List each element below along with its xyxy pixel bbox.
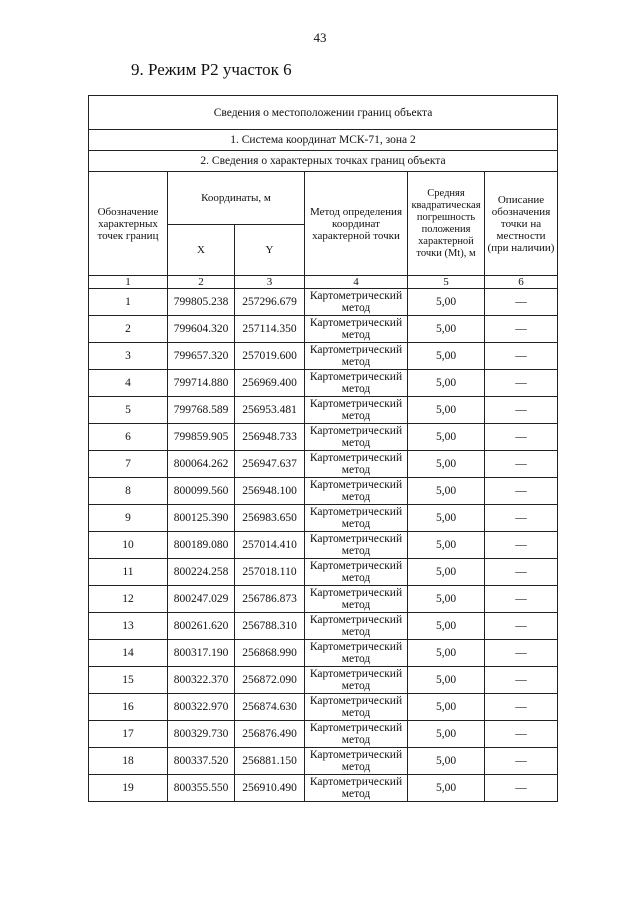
point-number-cell: 8	[89, 478, 168, 505]
x-coordinate-cell: 800329.730	[168, 721, 235, 748]
method-cell: Картометрический метод	[305, 694, 408, 721]
mean-error-cell: 5,00	[408, 613, 485, 640]
method-cell: Картометрический метод	[305, 586, 408, 613]
method-cell: Картометрический метод	[305, 424, 408, 451]
mean-error-cell: 5,00	[408, 586, 485, 613]
description-cell: —	[485, 667, 558, 694]
mean-error-cell: 5,00	[408, 694, 485, 721]
description-cell: —	[485, 586, 558, 613]
y-coordinate-cell: 256876.490	[235, 721, 305, 748]
column-number: 5	[408, 276, 485, 289]
mean-error-cell: 5,00	[408, 424, 485, 451]
y-coordinate-cell: 256947.637	[235, 451, 305, 478]
table-row	[89, 370, 558, 397]
description-cell: —	[485, 289, 558, 316]
coordinate-system-row: 1. Система координат МСК-71, зона 2	[89, 130, 558, 151]
table-banner: Сведения о местоположении границ объекта	[89, 96, 558, 130]
point-number-cell: 13	[89, 613, 168, 640]
mean-error-cell: 5,00	[408, 532, 485, 559]
y-coordinate-cell: 256953.481	[235, 397, 305, 424]
method-cell: Картометрический метод	[305, 613, 408, 640]
method-cell: Картометрический метод	[305, 478, 408, 505]
x-coordinate-cell: 799859.905	[168, 424, 235, 451]
method-cell: Картометрический метод	[305, 505, 408, 532]
header-coordinates: Координаты, м	[168, 172, 305, 225]
description-cell: —	[485, 370, 558, 397]
table-row	[89, 613, 558, 640]
x-coordinate-cell: 799768.589	[168, 397, 235, 424]
point-number-cell: 6	[89, 424, 168, 451]
mean-error-cell: 5,00	[408, 667, 485, 694]
description-cell: —	[485, 451, 558, 478]
column-number: 1	[89, 276, 168, 289]
y-coordinate-cell: 257296.679	[235, 289, 305, 316]
table-row	[89, 505, 558, 532]
description-cell: —	[485, 532, 558, 559]
method-cell: Картометрический метод	[305, 667, 408, 694]
mean-error-cell: 5,00	[408, 397, 485, 424]
mean-error-cell: 5,00	[408, 316, 485, 343]
description-cell: —	[485, 748, 558, 775]
point-number-cell: 14	[89, 640, 168, 667]
table-row	[89, 343, 558, 370]
point-number-cell: 2	[89, 316, 168, 343]
y-coordinate-cell: 256874.630	[235, 694, 305, 721]
x-coordinate-cell: 800355.550	[168, 775, 235, 802]
header-point-designation: Обозначение характерных точек границ	[89, 172, 168, 276]
description-cell: —	[485, 397, 558, 424]
header-y: Y	[235, 225, 305, 276]
x-coordinate-cell: 799714.880	[168, 370, 235, 397]
description-cell: —	[485, 775, 558, 802]
point-number-cell: 17	[89, 721, 168, 748]
description-cell: —	[485, 613, 558, 640]
y-coordinate-cell: 257014.410	[235, 532, 305, 559]
header-mean-error: Средняя квадратическая погрешность положения характерной точки (Mt), м	[408, 172, 485, 276]
x-coordinate-cell: 799805.238	[168, 289, 235, 316]
method-cell: Картометрический метод	[305, 748, 408, 775]
mean-error-cell: 5,00	[408, 775, 485, 802]
x-coordinate-cell: 800224.258	[168, 559, 235, 586]
y-coordinate-cell: 257018.110	[235, 559, 305, 586]
x-coordinate-cell: 800247.029	[168, 586, 235, 613]
column-number: 4	[305, 276, 408, 289]
y-coordinate-cell: 257019.600	[235, 343, 305, 370]
point-number-cell: 18	[89, 748, 168, 775]
description-cell: —	[485, 505, 558, 532]
page-number: 43	[313, 30, 327, 45]
mean-error-cell: 5,00	[408, 478, 485, 505]
point-number-cell: 10	[89, 532, 168, 559]
description-cell: —	[485, 316, 558, 343]
x-coordinate-cell: 800322.970	[168, 694, 235, 721]
mean-error-cell: 5,00	[408, 289, 485, 316]
point-number-cell: 3	[89, 343, 168, 370]
description-cell: —	[485, 640, 558, 667]
x-coordinate-cell: 800064.262	[168, 451, 235, 478]
table-row	[89, 478, 558, 505]
point-number-cell: 12	[89, 586, 168, 613]
mean-error-cell: 5,00	[408, 370, 485, 397]
x-coordinate-cell: 800189.080	[168, 532, 235, 559]
column-number: 2	[168, 276, 235, 289]
point-number-cell: 4	[89, 370, 168, 397]
point-number-cell: 5	[89, 397, 168, 424]
method-cell: Картометрический метод	[305, 640, 408, 667]
boundary-points-table	[88, 95, 558, 802]
table-row	[89, 451, 558, 478]
x-coordinate-cell: 799657.320	[168, 343, 235, 370]
y-coordinate-cell: 256983.650	[235, 505, 305, 532]
method-cell: Картометрический метод	[305, 343, 408, 370]
x-coordinate-cell: 800125.390	[168, 505, 235, 532]
header-description: Описание обозначения точки на местности (при наличии)	[485, 172, 558, 276]
table-row	[89, 316, 558, 343]
x-coordinate-cell: 800337.520	[168, 748, 235, 775]
column-number: 3	[235, 276, 305, 289]
point-number-cell: 1	[89, 289, 168, 316]
description-cell: —	[485, 343, 558, 370]
method-cell: Картометрический метод	[305, 370, 408, 397]
points-section-row: 2. Сведения о характерных точках границ объекта	[89, 151, 558, 172]
y-coordinate-cell: 256881.150	[235, 748, 305, 775]
table-row	[89, 424, 558, 451]
point-number-cell: 19	[89, 775, 168, 802]
mean-error-cell: 5,00	[408, 451, 485, 478]
x-coordinate-cell: 800099.560	[168, 478, 235, 505]
table-row	[89, 721, 558, 748]
x-coordinate-cell: 799604.320	[168, 316, 235, 343]
y-coordinate-cell: 256868.990	[235, 640, 305, 667]
mean-error-cell: 5,00	[408, 640, 485, 667]
method-cell: Картометрический метод	[305, 559, 408, 586]
table-row	[89, 694, 558, 721]
method-cell: Картометрический метод	[305, 289, 408, 316]
x-coordinate-cell: 800317.190	[168, 640, 235, 667]
y-coordinate-cell: 256910.490	[235, 775, 305, 802]
mean-error-cell: 5,00	[408, 343, 485, 370]
description-cell: —	[485, 694, 558, 721]
point-number-cell: 15	[89, 667, 168, 694]
method-cell: Картометрический метод	[305, 532, 408, 559]
method-cell: Картометрический метод	[305, 451, 408, 478]
section-title: 9. Режим Р2 участок 6	[131, 60, 292, 79]
point-number-cell: 16	[89, 694, 168, 721]
point-number-cell: 9	[89, 505, 168, 532]
table-row	[89, 667, 558, 694]
method-cell: Картометрический метод	[305, 721, 408, 748]
x-coordinate-cell: 800322.370	[168, 667, 235, 694]
description-cell: —	[485, 721, 558, 748]
y-coordinate-cell: 256969.400	[235, 370, 305, 397]
description-cell: —	[485, 424, 558, 451]
table-row	[89, 559, 558, 586]
header-x: X	[168, 225, 235, 276]
y-coordinate-cell: 256872.090	[235, 667, 305, 694]
table-row	[89, 289, 558, 316]
table-row	[89, 532, 558, 559]
method-cell: Картометрический метод	[305, 316, 408, 343]
table-row	[89, 397, 558, 424]
description-cell: —	[485, 478, 558, 505]
mean-error-cell: 5,00	[408, 505, 485, 532]
mean-error-cell: 5,00	[408, 748, 485, 775]
point-number-cell: 11	[89, 559, 168, 586]
table-row	[89, 775, 558, 802]
y-coordinate-cell: 256788.310	[235, 613, 305, 640]
table-row	[89, 586, 558, 613]
table-row	[89, 748, 558, 775]
y-coordinate-cell: 256948.733	[235, 424, 305, 451]
header-method: Метод определения координат характерной точки	[305, 172, 408, 276]
column-number: 6	[485, 276, 558, 289]
y-coordinate-cell: 256948.100	[235, 478, 305, 505]
mean-error-cell: 5,00	[408, 559, 485, 586]
mean-error-cell: 5,00	[408, 721, 485, 748]
x-coordinate-cell: 800261.620	[168, 613, 235, 640]
method-cell: Картометрический метод	[305, 397, 408, 424]
y-coordinate-cell: 257114.350	[235, 316, 305, 343]
point-number-cell: 7	[89, 451, 168, 478]
y-coordinate-cell: 256786.873	[235, 586, 305, 613]
description-cell: —	[485, 559, 558, 586]
table-row	[89, 640, 558, 667]
method-cell: Картометрический метод	[305, 775, 408, 802]
